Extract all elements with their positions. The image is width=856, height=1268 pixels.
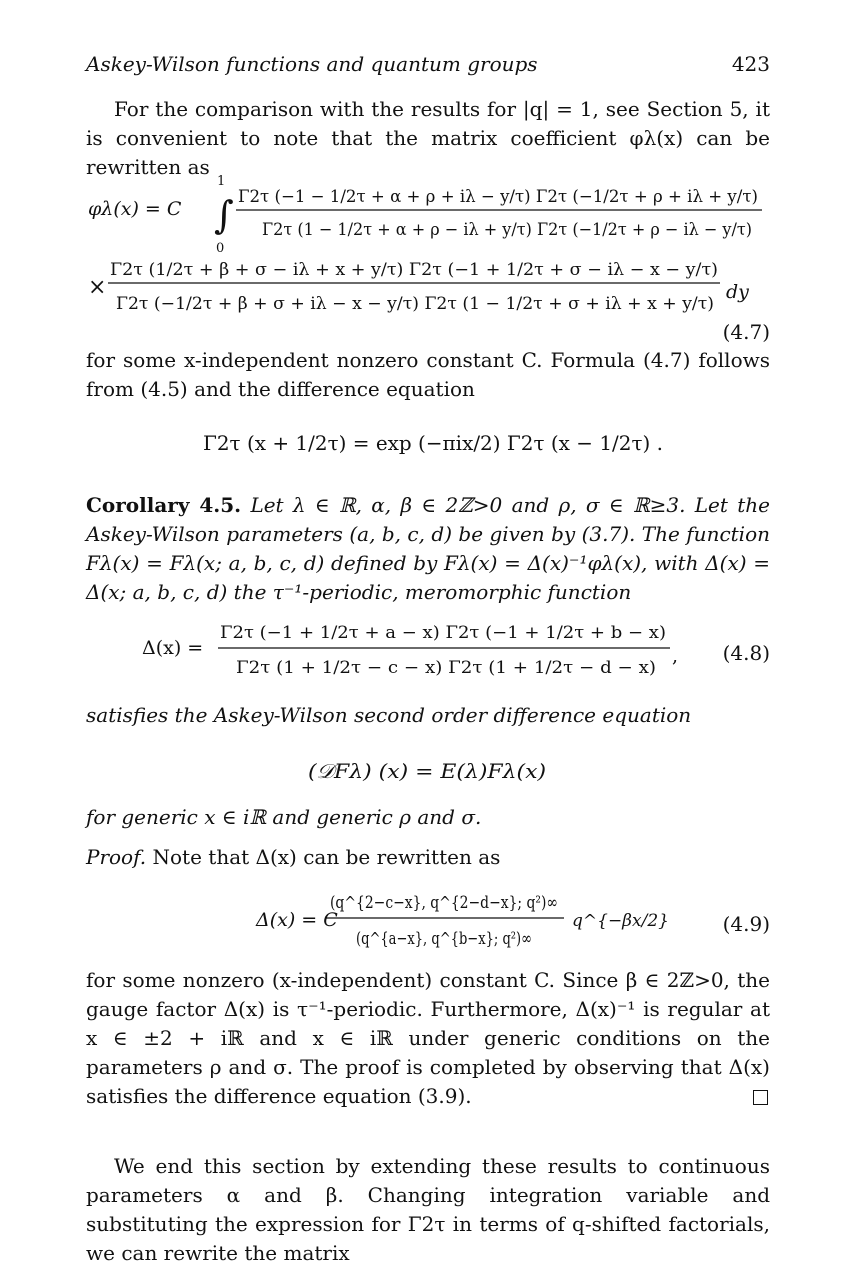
equation-4-9 — [86, 878, 770, 958]
eq48-numerator: Γ2τ (−1 + 1/2τ + a − x) Γ2τ (−1 + 1/2τ + b − x) — [220, 623, 666, 643]
corollary-text: Let λ ∈ ℝ, α, β ∈ 2ℤ>0 and ρ, σ ∈ ℝ≥3. Let the Askey-Wilson parameters (a, b, c, d) be given by (3.7). The function Fλ(x) = Fλ(x; a, b, c, d) defined by Fλ(x) = Δ(x)⁻¹φλ(x), with Δ(x) = Δ(x; a, b, c, d) the τ⁻¹-periodic, meromorphic function — [86, 493, 770, 604]
proof-label: Proof. — [86, 845, 147, 869]
eq49-denominator: (q^{a−x}, q^{b−x}; q²)∞ — [356, 929, 532, 949]
eq47-numerator-2: Γ2τ (1/2τ + β + σ − iλ + x + y/τ) Γ2τ (−1 + 1/2τ + σ − iλ − x − y/τ) — [110, 260, 718, 280]
eq47-times: × — [88, 275, 107, 300]
proof-text: Note that Δ(x) can be rewritten as — [152, 845, 501, 869]
eq47-upper-limit: 1 — [217, 174, 226, 189]
eq47-dy: dy — [726, 281, 749, 303]
equation-4-8 — [86, 610, 770, 690]
paragraph-generic — [86, 803, 770, 832]
paragraph-formula — [86, 346, 770, 404]
paragraph-satisfies — [86, 701, 770, 730]
paragraph-satisfies-text: satisfies the Askey-Wilson second order difference equation — [86, 703, 692, 727]
qed-box-icon — [753, 1090, 768, 1105]
eq47-denominator-2: Γ2τ (−1/2τ + β + σ + iλ − x − y/τ) Γ2τ (1 − 1/2τ + σ + iλ + x + y/τ) — [116, 294, 714, 314]
paragraph-proof-body — [86, 966, 770, 1111]
eq47-lower-limit: 0 — [216, 241, 225, 256]
proof — [86, 843, 770, 872]
paragraph-formula-text: for some x-independent nonzero constant C. Formula (4.7) follows from (4.5) and the difference equation — [86, 348, 770, 401]
equation-number-4-7: (4.7) — [722, 320, 770, 344]
eq48-comma: , — [672, 645, 679, 667]
paragraph-closing — [86, 1152, 770, 1268]
eq47-lhs: φλ(x) = C — [88, 198, 182, 220]
paragraph-closing-text: We end this section by extending these results to continuous parameters α and β. Changing integration variable and substituting the expression for Γ2τ in terms of q-shifted factorials, we can rewrite the matrix — [86, 1154, 770, 1265]
eq47-numerator-1: Γ2τ (−1 − 1/2τ + α + ρ + iλ − y/τ) Γ2τ (−1/2τ + ρ + iλ + y/τ) — [238, 187, 758, 207]
running-header — [86, 52, 770, 80]
equation-difference — [86, 412, 770, 472]
corollary-label: Corollary 4.5. — [86, 493, 242, 517]
eq49-gauge-factor: q^{−βx/2} — [572, 911, 669, 931]
equation-askey-wilson — [86, 752, 770, 792]
eq47-denominator-1: Γ2τ (1 − 1/2τ + α + ρ − iλ + y/τ) Γ2τ (−1/2τ + ρ − iλ − y/τ) — [262, 220, 752, 240]
paragraph-proof-body-text: for some nonzero (x-independent) constant C. Since β ∈ 2ℤ>0, the gauge factor Δ(x) is τ⁻¹-periodic. Furthermore, Δ(x)⁻¹ is regular at x ∈ ±2 + iℝ and x ∈ iℝ under generic conditions on the parameters ρ and σ. The proof is completed by observing that Δ(x) satisfies the difference equation (3.9). — [86, 968, 770, 1108]
equation-number-4-9: (4.9) — [722, 912, 770, 936]
equation-difference-graphic — [86, 412, 770, 472]
eq48-denominator: Γ2τ (1 + 1/2τ − c − x) Γ2τ (1 + 1/2τ − d − x) — [236, 658, 656, 678]
eq48-lhs: Δ(x) = — [142, 637, 204, 659]
integral-sign: ∫ — [214, 193, 234, 237]
equation-4-7-graphic — [86, 168, 770, 346]
equation-4-7 — [86, 168, 770, 346]
eq-aw-text: (𝒟Fλ) (x) = E(λ)Fλ(x) — [308, 759, 546, 783]
equation-4-9-graphic — [86, 878, 770, 958]
page-number: 423 — [731, 52, 770, 76]
eq49-numerator: (q^{2−c−x}, q^{2−d−x}; q²)∞ — [330, 893, 558, 913]
equation-number-4-8: (4.8) — [722, 641, 770, 665]
corollary-4-5 — [86, 491, 770, 607]
eq49-lhs: Δ(x) = C — [256, 909, 338, 931]
equation-askey-wilson-graphic — [86, 752, 770, 792]
paragraph-intro-text: For the comparison with the results for |q| = 1, see Section 5, it is convenient to note that the matrix coefficient φλ(x) can be rewritten as — [86, 97, 770, 179]
equation-4-8-graphic — [86, 610, 770, 690]
eq-difference-text: Γ2τ (x + 1/2τ) = exp (−πix/2) Γ2τ (x − 1/2τ) . — [203, 431, 663, 455]
running-title: Askey-Wilson functions and quantum groups — [86, 52, 538, 76]
paragraph-generic-text: for generic x ∈ iℝ and generic ρ and σ. — [86, 805, 482, 829]
